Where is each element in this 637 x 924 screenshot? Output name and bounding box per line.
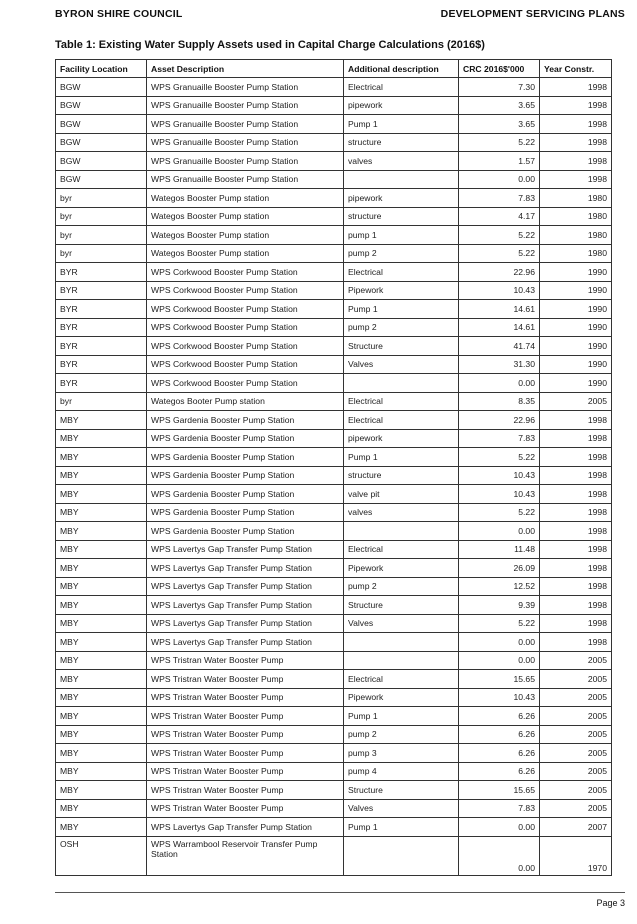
- crc-value-cell: 41.74: [459, 337, 540, 356]
- additional-description-cell: pump 4: [344, 762, 459, 781]
- col-header-asset-description: Asset Description: [147, 60, 344, 78]
- header-document-title: DEVELOPMENT SERVICING PLANS: [440, 8, 625, 20]
- additional-description-cell: Electrical: [344, 540, 459, 559]
- table-row: [56, 429, 612, 448]
- crc-value-cell: 3.65: [459, 96, 540, 115]
- additional-description-cell: Electrical: [344, 78, 459, 97]
- facility-location-cell: MBY: [56, 670, 147, 689]
- crc-value-cell: 31.30: [459, 355, 540, 374]
- crc-value-cell: 22.96: [459, 263, 540, 282]
- year-constructed-cell: 2005: [540, 744, 612, 763]
- year-constructed-cell: 2005: [540, 707, 612, 726]
- table-row: [56, 725, 612, 744]
- crc-value-cell: 7.83: [459, 429, 540, 448]
- crc-value-cell: 5.22: [459, 614, 540, 633]
- table-row: [56, 503, 612, 522]
- crc-value-cell: 10.43: [459, 466, 540, 485]
- asset-description-cell: WPS Corkwood Booster Pump Station: [147, 374, 344, 393]
- asset-description-cell: WPS Lavertys Gap Transfer Pump Station: [147, 633, 344, 652]
- crc-value-cell: 6.26: [459, 762, 540, 781]
- year-constructed-cell: 1998: [540, 485, 612, 504]
- asset-description-cell: WPS Granuaille Booster Pump Station: [147, 170, 344, 189]
- year-constructed-cell: 1998: [540, 78, 612, 97]
- crc-value-cell: 5.22: [459, 244, 540, 263]
- crc-value-cell: 14.61: [459, 300, 540, 319]
- asset-description-cell: WPS Gardenia Booster Pump Station: [147, 503, 344, 522]
- asset-description-cell: WPS Tristran Water Booster Pump: [147, 781, 344, 800]
- asset-description-cell: WPS Gardenia Booster Pump Station: [147, 448, 344, 467]
- additional-description-cell: valve pit: [344, 485, 459, 504]
- facility-location-cell: MBY: [56, 614, 147, 633]
- crc-value-cell: 0.00: [459, 374, 540, 393]
- year-constructed-cell: 1998: [540, 633, 612, 652]
- facility-location-cell: BYR: [56, 281, 147, 300]
- asset-description-cell: WPS Tristran Water Booster Pump: [147, 651, 344, 670]
- year-constructed-cell: 1990: [540, 300, 612, 319]
- crc-value-cell: 22.96: [459, 411, 540, 430]
- crc-value-cell: 14.61: [459, 318, 540, 337]
- additional-description-cell: [344, 374, 459, 393]
- water-assets-table: [55, 59, 612, 876]
- additional-description-cell: pipework: [344, 96, 459, 115]
- table-row: [56, 226, 612, 245]
- additional-description-cell: [344, 651, 459, 670]
- facility-location-cell: BYR: [56, 337, 147, 356]
- asset-description-cell: WPS Tristran Water Booster Pump: [147, 762, 344, 781]
- crc-value-cell: 3.65: [459, 115, 540, 134]
- additional-description-cell: pump 2: [344, 244, 459, 263]
- asset-description-cell: WPS Lavertys Gap Transfer Pump Station: [147, 596, 344, 615]
- crc-value-cell: 6.26: [459, 744, 540, 763]
- year-constructed-cell: 1990: [540, 337, 612, 356]
- facility-location-cell: MBY: [56, 707, 147, 726]
- facility-location-cell: BGW: [56, 152, 147, 171]
- table-row: [56, 411, 612, 430]
- crc-value-cell: 0.00: [459, 633, 540, 652]
- additional-description-cell: Pump 1: [344, 448, 459, 467]
- facility-location-cell: OSH: [56, 836, 147, 875]
- facility-location-cell: BYR: [56, 300, 147, 319]
- crc-value-cell: 9.39: [459, 596, 540, 615]
- facility-location-cell: BGW: [56, 115, 147, 134]
- asset-description-cell: WPS Gardenia Booster Pump Station: [147, 429, 344, 448]
- year-constructed-cell: 1980: [540, 226, 612, 245]
- asset-description-cell: WPS Lavertys Gap Transfer Pump Station: [147, 540, 344, 559]
- facility-location-cell: MBY: [56, 559, 147, 578]
- facility-location-cell: BYR: [56, 355, 147, 374]
- table-body: [56, 78, 612, 876]
- table-row: [56, 170, 612, 189]
- asset-description-cell: WPS Corkwood Booster Pump Station: [147, 355, 344, 374]
- year-constructed-cell: 2005: [540, 762, 612, 781]
- asset-description-cell: WPS Lavertys Gap Transfer Pump Station: [147, 614, 344, 633]
- facility-location-cell: MBY: [56, 799, 147, 818]
- facility-location-cell: MBY: [56, 596, 147, 615]
- additional-description-cell: Electrical: [344, 392, 459, 411]
- facility-location-cell: MBY: [56, 818, 147, 837]
- facility-location-cell: BGW: [56, 96, 147, 115]
- additional-description-cell: structure: [344, 207, 459, 226]
- year-constructed-cell: 1998: [540, 133, 612, 152]
- crc-value-cell: 6.26: [459, 707, 540, 726]
- asset-description-cell: WPS Tristran Water Booster Pump: [147, 707, 344, 726]
- table-row: [56, 485, 612, 504]
- crc-value-cell: 26.09: [459, 559, 540, 578]
- table-row: [56, 633, 612, 652]
- facility-location-cell: MBY: [56, 781, 147, 800]
- facility-location-cell: MBY: [56, 485, 147, 504]
- table-row: [56, 688, 612, 707]
- crc-value-cell: 5.22: [459, 503, 540, 522]
- asset-description-cell: WPS Lavertys Gap Transfer Pump Station: [147, 559, 344, 578]
- table-row: [56, 133, 612, 152]
- table-row: [56, 836, 612, 875]
- crc-value-cell: 12.52: [459, 577, 540, 596]
- asset-description-cell: Wategos Booster Pump station: [147, 244, 344, 263]
- additional-description-cell: Electrical: [344, 670, 459, 689]
- additional-description-cell: Pump 1: [344, 300, 459, 319]
- table-row: [56, 559, 612, 578]
- asset-description-cell: WPS Granuaille Booster Pump Station: [147, 152, 344, 171]
- additional-description-cell: [344, 522, 459, 541]
- table-row: [56, 263, 612, 282]
- table-row: [56, 596, 612, 615]
- additional-description-cell: Electrical: [344, 411, 459, 430]
- additional-description-cell: pump 2: [344, 318, 459, 337]
- additional-description-cell: [344, 836, 459, 875]
- crc-value-cell: 4.17: [459, 207, 540, 226]
- asset-description-cell: WPS Warrambool Reservoir Transfer Pump Station: [147, 836, 344, 875]
- crc-value-cell: 5.22: [459, 133, 540, 152]
- asset-description-cell: WPS Gardenia Booster Pump Station: [147, 522, 344, 541]
- table-row: [56, 448, 612, 467]
- additional-description-cell: pump 3: [344, 744, 459, 763]
- year-constructed-cell: 1998: [540, 614, 612, 633]
- year-constructed-cell: 1980: [540, 244, 612, 263]
- asset-description-cell: WPS Gardenia Booster Pump Station: [147, 411, 344, 430]
- additional-description-cell: valves: [344, 152, 459, 171]
- col-header-additional-description: Additional description: [344, 60, 459, 78]
- facility-location-cell: byr: [56, 189, 147, 208]
- col-header-year-constructed: Year Constr.: [540, 60, 612, 78]
- asset-description-cell: WPS Corkwood Booster Pump Station: [147, 318, 344, 337]
- asset-description-cell: WPS Tristran Water Booster Pump: [147, 670, 344, 689]
- additional-description-cell: Pipework: [344, 281, 459, 300]
- crc-value-cell: 11.48: [459, 540, 540, 559]
- asset-description-cell: WPS Granuaille Booster Pump Station: [147, 78, 344, 97]
- year-constructed-cell: 1990: [540, 355, 612, 374]
- table-row: [56, 651, 612, 670]
- year-constructed-cell: 1998: [540, 429, 612, 448]
- table-row: [56, 670, 612, 689]
- facility-location-cell: byr: [56, 207, 147, 226]
- col-header-crc: CRC 2016$'000: [459, 60, 540, 78]
- additional-description-cell: Electrical: [344, 263, 459, 282]
- additional-description-cell: pipework: [344, 189, 459, 208]
- facility-location-cell: BYR: [56, 263, 147, 282]
- table-row: [56, 762, 612, 781]
- additional-description-cell: Structure: [344, 337, 459, 356]
- year-constructed-cell: 1998: [540, 411, 612, 430]
- asset-description-cell: Wategos Booster Pump station: [147, 189, 344, 208]
- additional-description-cell: Valves: [344, 799, 459, 818]
- facility-location-cell: BYR: [56, 374, 147, 393]
- crc-value-cell: 10.43: [459, 688, 540, 707]
- year-constructed-cell: 2005: [540, 799, 612, 818]
- asset-description-cell: Wategos Booter Pump station: [147, 392, 344, 411]
- table-row: [56, 115, 612, 134]
- table-row: [56, 614, 612, 633]
- facility-location-cell: MBY: [56, 744, 147, 763]
- facility-location-cell: MBY: [56, 503, 147, 522]
- crc-value-cell: 0.00: [459, 818, 540, 837]
- additional-description-cell: structure: [344, 466, 459, 485]
- asset-description-cell: WPS Corkwood Booster Pump Station: [147, 337, 344, 356]
- facility-location-cell: byr: [56, 392, 147, 411]
- additional-description-cell: Valves: [344, 614, 459, 633]
- table-row: [56, 522, 612, 541]
- year-constructed-cell: 2005: [540, 651, 612, 670]
- year-constructed-cell: 1998: [540, 152, 612, 171]
- asset-description-cell: Wategos Booster Pump station: [147, 207, 344, 226]
- table-row: [56, 392, 612, 411]
- additional-description-cell: [344, 170, 459, 189]
- crc-value-cell: 5.22: [459, 226, 540, 245]
- additional-description-cell: Valves: [344, 355, 459, 374]
- additional-description-cell: [344, 633, 459, 652]
- crc-value-cell: 6.26: [459, 725, 540, 744]
- year-constructed-cell: 2005: [540, 688, 612, 707]
- page-header: [55, 8, 625, 24]
- year-constructed-cell: 1998: [540, 540, 612, 559]
- asset-description-cell: WPS Lavertys Gap Transfer Pump Station: [147, 577, 344, 596]
- table-row: [56, 244, 612, 263]
- facility-location-cell: MBY: [56, 651, 147, 670]
- crc-value-cell: 7.83: [459, 189, 540, 208]
- table-row: [56, 300, 612, 319]
- footer-divider: [55, 892, 625, 893]
- year-constructed-cell: 2005: [540, 392, 612, 411]
- crc-value-cell: 0.00: [459, 170, 540, 189]
- facility-location-cell: BGW: [56, 133, 147, 152]
- year-constructed-cell: 1980: [540, 189, 612, 208]
- crc-value-cell: 0.00: [459, 836, 540, 875]
- additional-description-cell: structure: [344, 133, 459, 152]
- facility-location-cell: MBY: [56, 725, 147, 744]
- facility-location-cell: MBY: [56, 429, 147, 448]
- facility-location-cell: byr: [56, 226, 147, 245]
- asset-description-cell: WPS Tristran Water Booster Pump: [147, 688, 344, 707]
- table-row: [56, 78, 612, 97]
- additional-description-cell: Structure: [344, 781, 459, 800]
- table-row: [56, 337, 612, 356]
- facility-location-cell: MBY: [56, 448, 147, 467]
- asset-description-cell: WPS Tristran Water Booster Pump: [147, 799, 344, 818]
- year-constructed-cell: 1990: [540, 318, 612, 337]
- asset-description-cell: WPS Tristran Water Booster Pump: [147, 744, 344, 763]
- facility-location-cell: MBY: [56, 522, 147, 541]
- table-row: [56, 799, 612, 818]
- year-constructed-cell: 2007: [540, 818, 612, 837]
- table-row: [56, 374, 612, 393]
- facility-location-cell: MBY: [56, 577, 147, 596]
- facility-location-cell: MBY: [56, 688, 147, 707]
- asset-description-cell: WPS Granuaille Booster Pump Station: [147, 133, 344, 152]
- asset-description-cell: WPS Corkwood Booster Pump Station: [147, 300, 344, 319]
- asset-description-cell: WPS Granuaille Booster Pump Station: [147, 96, 344, 115]
- additional-description-cell: pump 2: [344, 725, 459, 744]
- asset-description-cell: WPS Gardenia Booster Pump Station: [147, 466, 344, 485]
- year-constructed-cell: 1998: [540, 466, 612, 485]
- year-constructed-cell: 1998: [540, 96, 612, 115]
- table-row: [56, 96, 612, 115]
- table-row: [56, 318, 612, 337]
- asset-description-cell: Wategos Booster Pump station: [147, 226, 344, 245]
- additional-description-cell: Pump 1: [344, 707, 459, 726]
- table-row: [56, 818, 612, 837]
- crc-value-cell: 7.30: [459, 78, 540, 97]
- crc-value-cell: 8.35: [459, 392, 540, 411]
- table-row: [56, 355, 612, 374]
- year-constructed-cell: 1990: [540, 281, 612, 300]
- year-constructed-cell: 2005: [540, 781, 612, 800]
- year-constructed-cell: 2005: [540, 725, 612, 744]
- crc-value-cell: 15.65: [459, 670, 540, 689]
- col-header-facility-location: Facility Location: [56, 60, 147, 78]
- crc-value-cell: 15.65: [459, 781, 540, 800]
- facility-location-cell: BYR: [56, 318, 147, 337]
- asset-description-cell: WPS Lavertys Gap Transfer Pump Station: [147, 818, 344, 837]
- table-row: [56, 207, 612, 226]
- facility-location-cell: MBY: [56, 466, 147, 485]
- asset-description-cell: WPS Corkwood Booster Pump Station: [147, 263, 344, 282]
- additional-description-cell: pump 1: [344, 226, 459, 245]
- crc-value-cell: 10.43: [459, 485, 540, 504]
- facility-location-cell: MBY: [56, 633, 147, 652]
- facility-location-cell: BGW: [56, 170, 147, 189]
- table-row: [56, 744, 612, 763]
- year-constructed-cell: 1980: [540, 207, 612, 226]
- facility-location-cell: MBY: [56, 540, 147, 559]
- crc-value-cell: 1.57: [459, 152, 540, 171]
- year-constructed-cell: 1998: [540, 596, 612, 615]
- year-constructed-cell: 1998: [540, 559, 612, 578]
- year-constructed-cell: 2005: [540, 670, 612, 689]
- additional-description-cell: pump 2: [344, 577, 459, 596]
- table-row: [56, 189, 612, 208]
- year-constructed-cell: 1998: [540, 503, 612, 522]
- facility-location-cell: MBY: [56, 762, 147, 781]
- crc-value-cell: 0.00: [459, 651, 540, 670]
- year-constructed-cell: 1998: [540, 577, 612, 596]
- year-constructed-cell: 1990: [540, 263, 612, 282]
- page-number: Page 3: [596, 898, 625, 908]
- asset-description-cell: WPS Tristran Water Booster Pump: [147, 725, 344, 744]
- crc-value-cell: 0.00: [459, 522, 540, 541]
- year-constructed-cell: 1970: [540, 836, 612, 875]
- additional-description-cell: Pump 1: [344, 115, 459, 134]
- asset-description-cell: WPS Granuaille Booster Pump Station: [147, 115, 344, 134]
- asset-description-cell: WPS Gardenia Booster Pump Station: [147, 485, 344, 504]
- table-row: [56, 540, 612, 559]
- facility-location-cell: byr: [56, 244, 147, 263]
- crc-value-cell: 10.43: [459, 281, 540, 300]
- header-organisation: BYRON SHIRE COUNCIL: [55, 8, 183, 20]
- year-constructed-cell: 1998: [540, 115, 612, 134]
- table-row: [56, 707, 612, 726]
- table-caption: Table 1: Existing Water Supply Assets used in Capital Charge Calculations (2016$): [55, 39, 485, 51]
- table-row: [56, 152, 612, 171]
- table-row: [56, 577, 612, 596]
- additional-description-cell: Pump 1: [344, 818, 459, 837]
- additional-description-cell: valves: [344, 503, 459, 522]
- additional-description-cell: Pipework: [344, 688, 459, 707]
- additional-description-cell: pipework: [344, 429, 459, 448]
- additional-description-cell: Pipework: [344, 559, 459, 578]
- table-header-row: [56, 60, 612, 78]
- additional-description-cell: Structure: [344, 596, 459, 615]
- facility-location-cell: BGW: [56, 78, 147, 97]
- facility-location-cell: MBY: [56, 411, 147, 430]
- table-row: [56, 781, 612, 800]
- year-constructed-cell: 1998: [540, 522, 612, 541]
- table-row: [56, 281, 612, 300]
- year-constructed-cell: 1990: [540, 374, 612, 393]
- year-constructed-cell: 1998: [540, 170, 612, 189]
- asset-description-cell: WPS Corkwood Booster Pump Station: [147, 281, 344, 300]
- table-row: [56, 466, 612, 485]
- crc-value-cell: 7.83: [459, 799, 540, 818]
- crc-value-cell: 5.22: [459, 448, 540, 467]
- year-constructed-cell: 1998: [540, 448, 612, 467]
